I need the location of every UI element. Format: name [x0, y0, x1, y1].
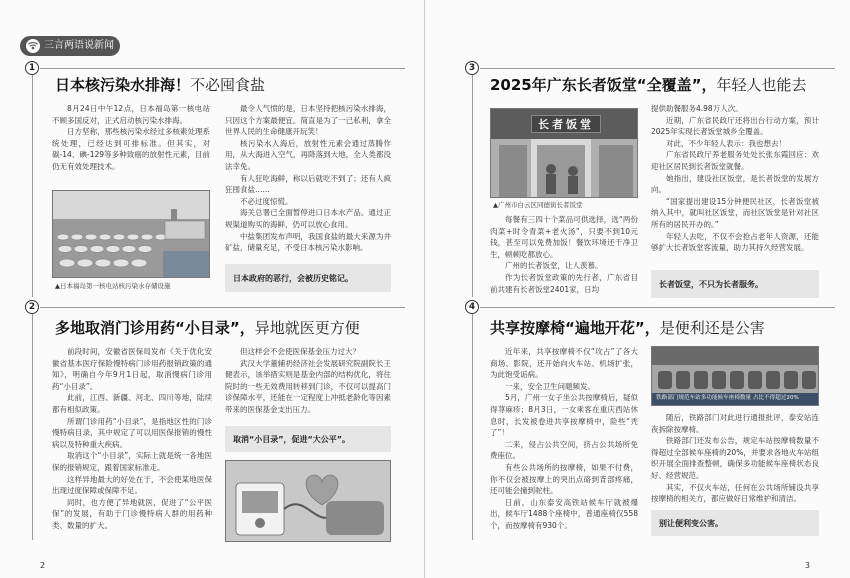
paragraph: 广东省民政厅养老服务处处长张东霞回应：欢迎社区居民到长者饭堂就餐。 [651, 150, 819, 171]
article-rule [472, 75, 473, 297]
paragraph: 中盐集团发布声明，我国食盐的最大来源为井矿盐，储量充足，不受日本核污染水影响。 [225, 231, 391, 253]
paragraph: 近年来，共享按摩椅不仅“攻占”了各大商场、影院，还开始向火车站、机场扩张，为此饱受诟病。 [490, 347, 638, 380]
paragraph: 有些公共场所的按摩椅，如果不付费，你不仅会被按摩上的突出点硌到背部疼痛，还可能会撞到驼柱。 [490, 462, 638, 496]
article-1-column-1 [52, 103, 210, 173]
article-3-column-1 [490, 214, 638, 295]
paragraph: 近期，广东省民政厅还将出台行动方案，预计2025年实现长者饭堂城乡全覆盖。 [651, 115, 819, 137]
article-rule [40, 307, 405, 308]
article-number-badge: 4 [465, 300, 479, 314]
paragraph: 但这样会不会使医保基金压力过大？ [240, 347, 360, 356]
blood-pressure-photo [225, 460, 391, 542]
paragraph: 所谓门诊用药“小目录”，是指地区性的门诊慢特病目录，其中规定了可以用医保报销的慢性病以及特种重大疾病。 [52, 416, 212, 449]
paragraph: 提供助餐服务4.98万人次。 [651, 104, 743, 113]
broadcast-icon [25, 38, 41, 54]
paragraph: 核污染水入海后，放射性元素会通过蒸腾作用，从大海进入空气，再降落到大地，全人类都没法幸免。 [225, 138, 391, 171]
column-tag [20, 36, 120, 56]
article-2-headline [55, 317, 360, 339]
headline-bold: 日本核污染水排海！ [55, 76, 191, 94]
article-3-headline [490, 74, 806, 96]
paragraph: 最令人气愤的是，日本坚持把核污染水排海，只因这个方案最便宜。简直是为了一己私利，拿全世界人民的生命健康开玩笑！ [225, 104, 391, 137]
article-number-badge: 2 [25, 300, 39, 314]
photo-caption: ▲广州市白云区同德街长者饭堂 [493, 201, 583, 209]
article-number-badge: 3 [465, 61, 479, 75]
article-number-badge: 1 [25, 61, 39, 75]
paragraph: 不必过度惊慌。 [240, 196, 293, 206]
photo-banner: 铁路部门规范车站多功能候车座椅数量 占比不得超过20% [656, 395, 799, 401]
paragraph: 武汉大学董辅礽经济社会发展研究院副院长王健表示，该举措实则是基金内部的结构优化，将住院时的一些无效费用转移到门诊，不仅可以提高门诊保障水平，还能在一定程度上冲抵老龄化等因素带来的医保基金支出压力。 [225, 358, 391, 414]
paragraph: 二来，侵占公共空间，挤占公共场所免费座位。 [490, 439, 638, 461]
headline-bold: 共享按摩椅“遍地开花”， [490, 319, 660, 337]
article-4-column-2 [651, 412, 819, 505]
paragraph: 5月，广州一女子坐公共按摩椅后，疑似得荨麻疹；8月3日，一女乘客在重庆西站休息时，长发被卷进共享按摩椅中，险些“秃了”！ [490, 393, 638, 438]
paragraph: 同时，也方便了异地就医，促进了“公平医保”的发展，有助于门诊慢特病人群的用药种类、数量的扩大。 [52, 497, 212, 530]
right-page [425, 0, 850, 578]
article-4-column-1 [490, 346, 638, 532]
canteen-sign: 长者饭堂 [531, 115, 601, 133]
headline-sub: 是便利还是公害 [659, 319, 765, 337]
station-massage-chair-photo [651, 346, 819, 406]
article-1-column-2 [225, 103, 391, 254]
headline-sub: 异地就医更方便 [254, 319, 360, 337]
paragraph: 广州的长者饭堂，让人羡慕。 [505, 261, 603, 271]
page-number: 2 [40, 561, 46, 570]
article-4-headline [490, 317, 765, 339]
headline-sub: 年轻人也能去 [716, 76, 807, 94]
paragraph: 此前，江西、新疆、河北、四川等地，陆续都有相似政策。 [52, 393, 212, 414]
page-number: 3 [804, 561, 810, 570]
paragraph: 海关总署已全面暂停进口日本水产品。通过正规渠道购买的海鲜，仍可以放心食用。 [225, 208, 391, 229]
paragraph: 年轻人去吃，不仅不会抢占老年人资源，还能够扩大长者饭堂客流量，助力其持久经营发展。 [651, 231, 819, 253]
paragraph: 8月24日中午12点，日本福岛第一核电站不顾多国反对，正式启动核污染水排海。 [52, 104, 210, 125]
paragraph: 取消这个“小目录”，实际上就是统一各地医保的报销规定，跟着国家标准走。 [52, 451, 212, 472]
article-rule [472, 314, 473, 540]
photo-caption: ▲日本福岛第一核电站核污染水存储设施 [55, 282, 171, 290]
column-label: 三言两语说新闻 [44, 40, 114, 51]
headline-sub: 不必囤食盐 [190, 76, 266, 94]
article-rule [40, 68, 405, 69]
article-rule [32, 314, 33, 540]
paragraph: 随后，铁路部门对此进行通报批评，泰安站连夜拆除按摩椅。 [651, 413, 819, 434]
article-rule [480, 68, 835, 69]
article-rule [32, 75, 33, 297]
article-4-quote: 别让便利变公害。 [651, 510, 819, 536]
article-3-quote: 长者饭堂，不只为长者服务。 [651, 270, 819, 298]
headline-bold: 多地取消门诊用药“小目录”， [55, 319, 255, 337]
paragraph: 每餐有三四十个菜品可供选择，选“两份肉菜+时令青菜+老火汤”，只要不到10元钱，甚至可以免费加饭！餐饮环境还干净卫生，顿顿吃都放心。 [490, 215, 638, 259]
article-rule [480, 307, 835, 308]
paragraph: 日方坚称，那些核污染水经过多核素处理系统处理，已经达到可排标准。但其实，对碳-14、碘-129等多种致癌的放射性元素，目前仍无有效处理技术。 [52, 127, 210, 171]
paragraph: 日前，山东泰安高铁站候车厅就被爆出，候车厅1488个座椅中，普通座椅仅558个，而按摩椅有930个。 [490, 497, 638, 530]
paragraph: “国家提出建设15分钟便民社区，长者饭堂被纳入其中，就叫社区饭堂，而社区饭堂是针对社区所有的居民开办的。” [651, 196, 819, 229]
paragraph: 一来，安全卫生问题频发。 [505, 381, 595, 391]
paragraph: 铁路部门还发布公告，规定车站按摩椅数量不得超过全部候车座椅的20%，并要求各地火车站组织开展全面排查整顿，确保多功能候车座椅状态良好、经营规范。 [651, 436, 819, 480]
elder-canteen-photo [490, 108, 638, 198]
article-2-quote: 取消“小目录”，促进“大公平”。 [225, 426, 391, 452]
article-3-column-2 [651, 103, 819, 254]
headline-bold: 2025年广东长者饭堂“全覆盖”， [490, 76, 717, 94]
paragraph: 作为长者饭堂政策的先行者，广东省目前共建有长者饭堂2401家，日均 [490, 272, 638, 294]
article-1-quote: 日本政府的恶行，会被历史铭记。 [225, 264, 391, 292]
nuclear-plant-photo [52, 190, 210, 278]
article-1-headline [55, 74, 265, 96]
article-2-column-1 [52, 346, 212, 532]
article-2-column-2 [225, 346, 391, 416]
paragraph: 对此，不少年轻人表示：我也想去！ [666, 138, 786, 148]
paragraph: 这样异地最大的好处在于，不会使某地医保出现过度保障或保障不足。 [52, 474, 212, 496]
paragraph: 有人狂吃海鲜，称以后就吃不到了；还有人疯狂囤食盐…… [225, 173, 391, 195]
paragraph: 她指出，建设社区饭堂，是长者饭堂的发展方向。 [651, 173, 819, 195]
paragraph: 前段时间，安徽省医保局发布《关于优化安徽省基本医疗保险慢特病门诊用药报销政策的通知》，明确自今年9月1日起，取消慢病门诊用药“小目录”。 [52, 347, 212, 391]
paragraph: 其实，不仅火车站，任何在公共场所铺设共享按摩椅的相关方，都应做好日常维护和清洁。 [651, 482, 819, 504]
